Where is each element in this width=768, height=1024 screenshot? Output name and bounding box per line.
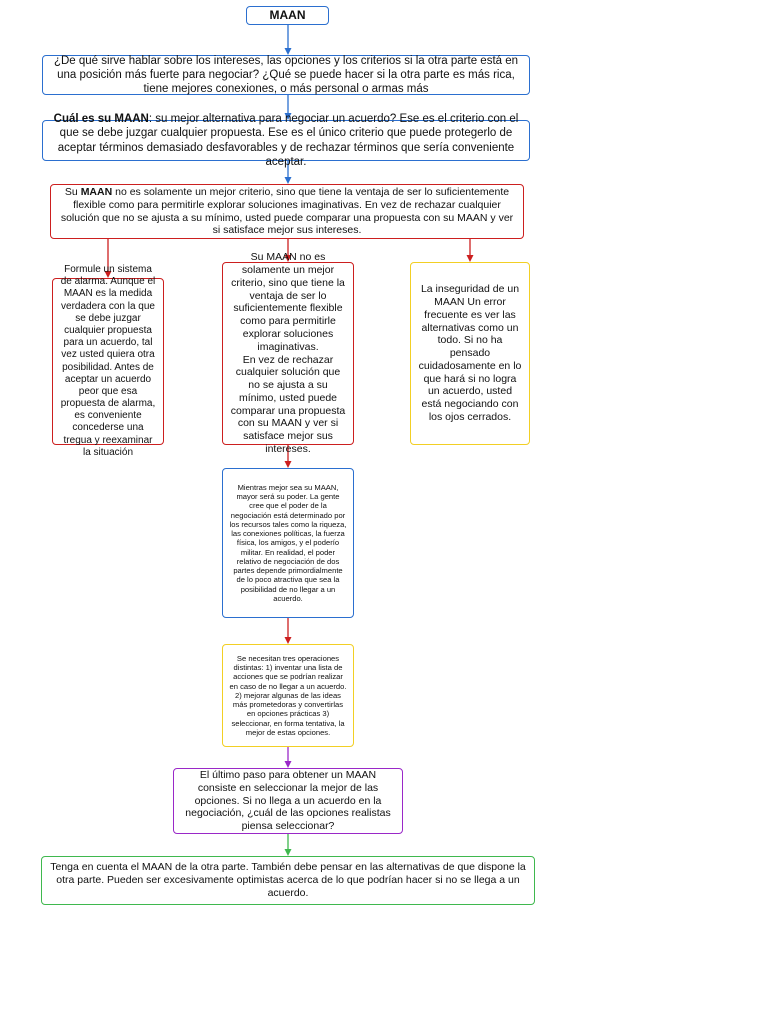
node-su-maan-body: no es solamente un mejor criterio, sino que tiene la ventaja de ser lo suficientemente flexible como para permitirle explorar soluciones imaginativas. En vez de rechazar cualquier solución que no se ajusta a su mínimo, usted puede comparar una propuesta con su MAAN y ver si satisface mejor sus intereses. xyxy=(60,185,514,237)
node-su-maan-prefix: Su xyxy=(64,185,81,198)
node-ultimo-paso xyxy=(173,768,403,834)
node-maan-title xyxy=(246,6,329,25)
node-su-maan xyxy=(50,184,524,239)
node-maan-flexible xyxy=(222,251,354,456)
node-inseguridad-text: La inseguridad de un MAAN Un error frecuente es ver las alternativas como un todo. Si no ha pensado cuidadosamente en lo que hará si no logra un acuerdo, usted está negociando con los ojos cerrados. xyxy=(418,283,522,424)
node-sistema-alarma-text: Formule un sistema de alarma. Aunque el MAAN es la medida verdadera con la que se debe juzgar cualquier propuesta para un acuerdo, tal vez usted quiera otra posibilidad. Antes de aceptar un acuerdo peor que esa propuesta de alarma, es conveniente concederse una tregua y reexaminar la situación xyxy=(60,264,156,458)
node-tres-operaciones-text: Se necesitan tres operaciones distintas: 1) inventar una lista de acciones que se podrían realizar en caso de no llegar a un acuerdo. 2) mejorar algunas de las ideas más prometedoras y convertirlas en opciones prácticas 3) seleccionar, en forma tentativa, la mejor de estas opciones. xyxy=(229,653,347,737)
node-inseguridad xyxy=(410,262,530,445)
arrowhead-tres-to-ultimo xyxy=(285,761,292,768)
arrowhead-cual-to-maan xyxy=(285,177,292,184)
node-su-maan-lead: MAAN xyxy=(80,185,113,198)
node-maan-title-text: MAAN xyxy=(269,8,306,23)
arrowhead-center-to-poder xyxy=(285,461,292,468)
node-cual-es-su-maan xyxy=(42,113,530,168)
arrowhead-maan-to-right xyxy=(467,255,474,262)
node-otra-parte-text: Tenga en cuenta el MAAN de la otra parte. También debe pensar en las alternativas de que dispone la otra parte. Pueden ser excesivamente optimistas acerca de lo que podrían hacer si no se llega a un acuerdo. xyxy=(50,861,526,899)
node-cual-es-su-maan-body: : su mejor alternativa para negociar un acuerdo? Ese es el criterio con el que se debe juzgar cualquier propuesta. Ese es el único criterio que puede protegerlo de aceptar términos demasiado desfavorables y de rechazar términos que sería conveniente aceptar. xyxy=(57,113,519,168)
node-poder xyxy=(222,468,354,618)
node-intro-question-text: ¿De qué sirve hablar sobre los intereses, las opciones y los criterios si la otra parte está en una posición más fuerte para negociar? ¿Qué se puede hacer si la otra parte es más rica, tiene mejores conexiones, o más personal o armas más xyxy=(53,54,519,96)
node-su-maan-text xyxy=(57,186,517,237)
node-intro-question xyxy=(42,55,530,95)
node-poder-text: Mientras mejor sea su MAAN, mayor será su poder. La gente cree que el poder de la negociación está determinado por los recursos tales como la riqueza, las conexiones políticas, la fuerza física, los amigos, y el poderío militar. En realidad, el poder relativo de negociación de dos partes depende primordialmente de lo poco atractiva que sea la posibilidad de no llegar a un acuerdo. xyxy=(229,482,347,603)
node-cual-es-su-maan-text xyxy=(49,112,523,168)
arrowhead-ultimo-to-otra xyxy=(285,849,292,856)
node-tres-operaciones xyxy=(222,644,354,747)
node-ultimo-paso-text: El último paso para obtener un MAAN consiste en seleccionar la mejor de las opciones. Si no llega a un acuerdo en la negociación, ¿cuál de las opciones realistas piensa seleccionar? xyxy=(185,769,391,833)
node-sistema-alarma xyxy=(52,264,164,458)
node-cual-es-su-maan-lead: Cuál es su MAAN xyxy=(53,113,149,126)
node-otra-parte xyxy=(41,856,535,905)
node-maan-flexible-text: Su MAAN no es solamente un mejor criterio, sino que tiene la ventaja de ser lo suficientemente flexible como para permitirle explorar soluciones imaginativas. En vez de rechazar cualquier solución que no se ajusta a su mínimo, usted puede comparar una propuesta con su MAAN y ver si satisface mejor sus intereses. xyxy=(230,251,346,456)
arrowhead-poder-to-tres xyxy=(285,637,292,644)
